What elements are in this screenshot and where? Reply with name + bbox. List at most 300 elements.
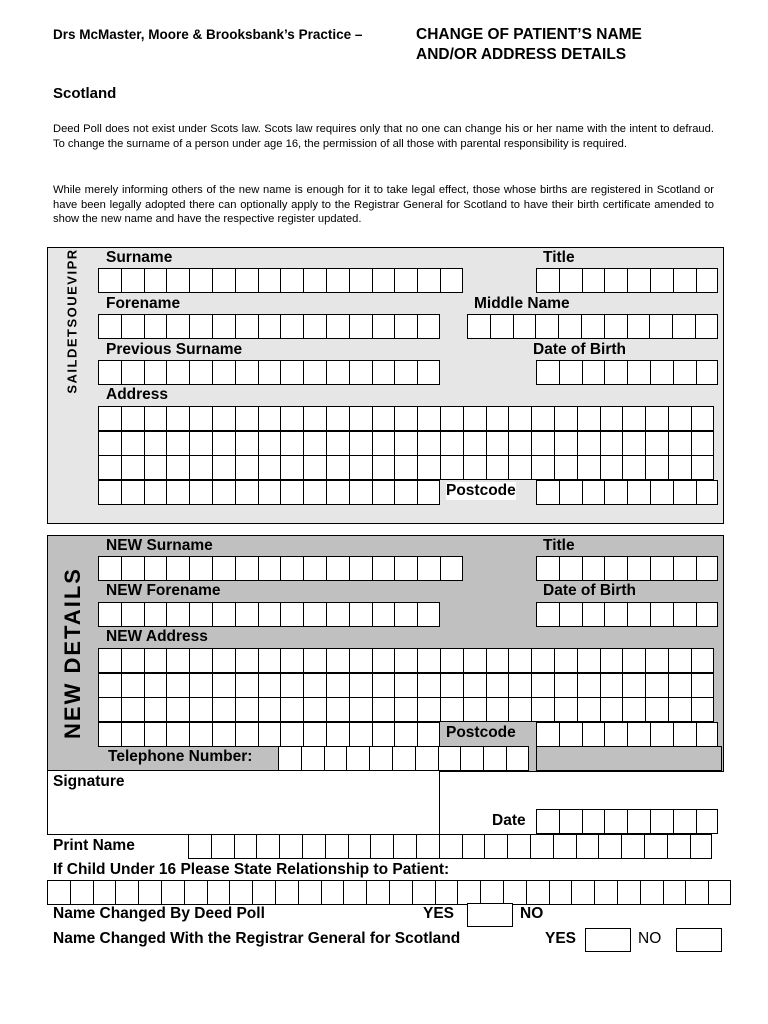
cell-divider [622,432,623,455]
cell-divider [303,649,304,672]
cell-divider [463,649,464,672]
cell-divider [394,649,395,672]
cell-divider [166,557,167,580]
cell-divider [526,881,527,904]
cell-divider [554,456,555,479]
cell-divider [644,835,645,858]
cell-divider [235,674,236,697]
cell-divider [417,361,418,384]
cell-divider [685,881,686,904]
cell-divider [417,723,418,746]
cell-divider [366,881,367,904]
previous-details-side-label: SAILDETSOUEVIPR [64,248,80,394]
cell-divider [235,723,236,746]
cell-divider [326,723,327,746]
cell-divider [303,361,304,384]
cell-divider [622,456,623,479]
cell-divider [70,881,71,904]
cell-divider [600,456,601,479]
cell-divider [349,361,350,384]
cell-divider [696,557,697,580]
cell-divider [696,481,697,504]
cell-divider [372,269,373,292]
cell-divider [463,698,464,721]
cell-divider [394,603,395,626]
cell-divider [280,674,281,697]
registrar-no-label: NO [638,930,662,947]
cell-divider [559,481,560,504]
cell-divider [600,407,601,430]
cell-divider [326,361,327,384]
cell-divider [438,747,439,770]
cell-divider [559,557,560,580]
cell-divider [394,361,395,384]
cell-divider [258,603,259,626]
new-dob-field[interactable] [536,602,718,627]
cell-divider [343,881,344,904]
cell-divider [554,649,555,672]
cell-divider [144,432,145,455]
cell-divider [144,557,145,580]
cell-divider [325,835,326,858]
cell-divider [349,432,350,455]
cell-divider [234,835,235,858]
new-address-line-field[interactable] [98,648,714,673]
cell-divider [691,674,692,697]
cell-divider [480,881,481,904]
cell-divider [279,835,280,858]
cell-divider [372,698,373,721]
cell-divider [258,315,259,338]
cell-divider [303,407,304,430]
cell-divider [349,723,350,746]
cell-divider [326,432,327,455]
cell-divider [326,603,327,626]
cell-divider [280,723,281,746]
cell-divider [531,649,532,672]
cell-divider [577,432,578,455]
cell-divider [508,698,509,721]
cell-divider [372,723,373,746]
cell-divider [440,456,441,479]
cell-divider [326,315,327,338]
cell-divider [394,481,395,504]
telephone-label: Telephone Number: [108,748,253,765]
title-field[interactable] [536,268,718,293]
cell-divider [349,603,350,626]
cell-divider [673,723,674,746]
cell-divider [576,835,577,858]
cell-divider [280,407,281,430]
cell-divider [460,747,461,770]
cell-divider [531,432,532,455]
cell-divider [121,315,122,338]
cell-divider [212,456,213,479]
cell-divider [696,269,697,292]
cell-divider [417,269,418,292]
cell-divider [121,649,122,672]
registrar-label: Name Changed With the Registrar General for Scotland [53,930,461,947]
cell-divider [349,698,350,721]
cell-divider [604,603,605,626]
cell-divider [691,456,692,479]
cell-divider [695,315,696,338]
cell-divider [258,557,259,580]
cell-divider [486,674,487,697]
cell-divider [394,674,395,697]
cell-divider [554,432,555,455]
cell-divider [673,269,674,292]
cell-divider [303,456,304,479]
cell-divider [691,649,692,672]
cell-divider [690,835,691,858]
cell-divider [326,698,327,721]
cell-divider [577,698,578,721]
cell-divider [189,674,190,697]
cell-divider [324,747,325,770]
cell-divider [600,432,601,455]
cell-divider [189,698,190,721]
cell-divider [212,557,213,580]
cell-divider [258,407,259,430]
cell-divider [696,361,697,384]
cell-divider [303,432,304,455]
cell-divider [486,649,487,672]
middle-name-label: Middle Name [474,295,570,312]
cell-divider [258,481,259,504]
cell-divider [166,649,167,672]
cell-divider [212,603,213,626]
cell-divider [372,456,373,479]
form-title-line1: CHANGE OF PATIENT’S NAME [416,26,642,43]
cell-divider [372,674,373,697]
cell-divider [256,835,257,858]
middle-name-field[interactable] [467,314,718,339]
cell-divider [417,315,418,338]
cell-divider [668,698,669,721]
dob-field[interactable] [536,360,718,385]
telephone-spare-field[interactable] [536,746,722,771]
deed-poll-yes-box[interactable] [467,903,513,927]
cell-divider [212,361,213,384]
cell-divider [440,674,441,697]
cell-divider [604,810,605,833]
cell-divider [650,603,651,626]
registrar-no-box[interactable] [676,928,722,952]
cell-divider [326,269,327,292]
new-surname-field[interactable] [98,556,463,581]
forename-field[interactable] [98,314,440,339]
cell-divider [212,432,213,455]
cell-divider [235,456,236,479]
cell-divider [372,481,373,504]
cell-divider [303,315,304,338]
cell-divider [280,456,281,479]
cell-divider [121,698,122,721]
cell-divider [189,269,190,292]
telephone-field[interactable] [278,746,529,771]
cell-divider [229,881,230,904]
cell-divider [668,649,669,672]
cell-divider [121,432,122,455]
cell-divider [258,723,259,746]
cell-divider [594,881,595,904]
cell-divider [349,649,350,672]
cell-divider [577,649,578,672]
cell-divider [582,557,583,580]
cell-divider [621,835,622,858]
cell-divider [144,723,145,746]
cell-divider [280,649,281,672]
cell-divider [696,603,697,626]
postcode-field[interactable] [536,480,718,505]
cell-divider [258,361,259,384]
cell-divider [708,881,709,904]
cell-divider [645,674,646,697]
new-title-field[interactable] [536,556,718,581]
cell-divider [650,361,651,384]
cell-divider [440,407,441,430]
cell-divider [691,432,692,455]
cell-divider [144,674,145,697]
cell-divider [486,698,487,721]
cell-divider [416,835,417,858]
cell-divider [531,407,532,430]
cell-divider [417,674,418,697]
cell-divider [463,456,464,479]
cell-divider [189,557,190,580]
previous-surname-field[interactable] [98,360,440,385]
new-postcode-field[interactable] [536,722,718,747]
cell-divider [189,723,190,746]
cell-divider [115,881,116,904]
cell-divider [252,881,253,904]
new-address-label: NEW Address [106,628,208,645]
cell-divider [144,603,145,626]
cell-divider [207,881,208,904]
cell-divider [394,269,395,292]
cell-divider [627,603,628,626]
new-surname-label: NEW Surname [106,537,213,554]
cell-divider [531,698,532,721]
cell-divider [673,603,674,626]
cell-divider [166,723,167,746]
cell-divider [166,603,167,626]
cell-divider [691,407,692,430]
cell-divider [184,881,185,904]
cell-divider [650,723,651,746]
cell-divider [235,432,236,455]
cell-divider [696,723,697,746]
cell-divider [672,315,673,338]
cell-divider [302,835,303,858]
dob-label: Date of Birth [533,341,626,358]
form-title [416,25,642,65]
cell-divider [144,269,145,292]
cell-divider [189,603,190,626]
new-dob-label: Date of Birth [543,582,636,599]
cell-divider [211,835,212,858]
cell-divider [326,481,327,504]
cell-divider [280,603,281,626]
cell-divider [508,649,509,672]
cell-divider [372,649,373,672]
cell-divider [166,315,167,338]
cell-divider [166,456,167,479]
new-address-line-field[interactable] [98,673,714,698]
cell-divider [507,835,508,858]
registrar-yes-label: YES [545,930,577,947]
cell-divider [417,603,418,626]
cell-divider [121,407,122,430]
print-name-field[interactable] [188,834,712,859]
cell-divider [394,698,395,721]
cell-divider [577,407,578,430]
new-title-label: Title [543,537,575,554]
intro-paragraph-2: While merely informing others of the new name is enough for it to take legal effect, those whose births are registered in Scotland or have been legally adopted there can optionally apply to the Registrar General for Scotland to have their birth certificate amended to show the new name and have the respective register updated. [53,184,714,226]
cell-divider [604,481,605,504]
cell-divider [531,674,532,697]
cell-divider [303,603,304,626]
new-address-line-field[interactable] [98,697,714,722]
cell-divider [394,557,395,580]
cell-divider [645,407,646,430]
cell-divider [440,698,441,721]
cell-divider [93,881,94,904]
cell-divider [553,835,554,858]
cell-divider [463,432,464,455]
cell-divider [486,407,487,430]
cell-divider [440,557,441,580]
cell-divider [212,698,213,721]
cell-divider [189,315,190,338]
cell-divider [301,747,302,770]
cell-divider [627,481,628,504]
cell-divider [508,456,509,479]
cell-divider [303,698,304,721]
cell-divider [503,881,504,904]
cell-divider [235,315,236,338]
cell-divider [280,557,281,580]
cell-divider [559,603,560,626]
cell-divider [645,649,646,672]
cell-divider [166,698,167,721]
surname-field[interactable] [98,268,463,293]
cell-divider [121,674,122,697]
cell-divider [326,649,327,672]
cell-divider [235,481,236,504]
cell-divider [581,315,582,338]
cell-divider [483,747,484,770]
cell-divider [604,269,605,292]
cell-divider [321,881,322,904]
cell-divider [235,698,236,721]
cell-divider [582,723,583,746]
cell-divider [463,674,464,697]
date-label: Date [492,812,526,829]
cell-divider [673,481,674,504]
new-forename-field[interactable] [98,602,440,627]
cell-divider [189,407,190,430]
cell-divider [138,881,139,904]
cell-divider [326,456,327,479]
cell-divider [392,747,393,770]
address-line-field[interactable] [98,431,714,456]
cell-divider [462,835,463,858]
cell-divider [394,456,395,479]
address-line-field[interactable] [98,480,440,505]
cell-divider [554,674,555,697]
cell-divider [627,269,628,292]
cell-divider [144,407,145,430]
cell-divider [258,432,259,455]
cell-divider [258,698,259,721]
cell-divider [121,269,122,292]
cell-divider [372,315,373,338]
date-field[interactable] [536,809,718,834]
cell-divider [280,481,281,504]
cell-divider [417,432,418,455]
cell-divider [121,456,122,479]
deed-poll-label: Name Changed By Deed Poll [53,905,265,922]
cell-divider [582,603,583,626]
address-line-field[interactable] [98,406,714,431]
cell-divider [691,698,692,721]
cell-divider [559,810,560,833]
previous-surname-label: Previous Surname [106,341,243,358]
cell-divider [161,881,162,904]
cell-divider [189,361,190,384]
forename-label: Forename [106,295,181,312]
cell-divider [417,557,418,580]
cell-divider [166,674,167,697]
cell-divider [559,723,560,746]
cell-divider [189,432,190,455]
cell-divider [275,881,276,904]
cell-divider [627,361,628,384]
cell-divider [372,557,373,580]
cell-divider [627,810,628,833]
cell-divider [144,315,145,338]
cell-divider [417,407,418,430]
cell-divider [280,269,281,292]
cell-divider [144,481,145,504]
cell-divider [484,835,485,858]
cell-divider [280,361,281,384]
cell-divider [673,810,674,833]
cell-divider [645,698,646,721]
cell-divider [121,361,122,384]
cell-divider [668,407,669,430]
new-address-line-field[interactable] [98,722,440,747]
child-relationship-field[interactable] [47,880,731,905]
cell-divider [559,269,560,292]
cell-divider [463,407,464,430]
cell-divider [394,432,395,455]
cell-divider [370,835,371,858]
cell-divider [417,649,418,672]
cell-divider [393,835,394,858]
cell-divider [235,603,236,626]
address-line-field[interactable] [98,455,714,480]
cell-divider [235,361,236,384]
practice-name: Drs McMaster, Moore & Brooksbank’s Practice – [53,27,363,42]
registrar-yes-box[interactable] [585,928,631,952]
cell-divider [389,881,390,904]
cell-divider [582,269,583,292]
cell-divider [189,649,190,672]
cell-divider [650,810,651,833]
